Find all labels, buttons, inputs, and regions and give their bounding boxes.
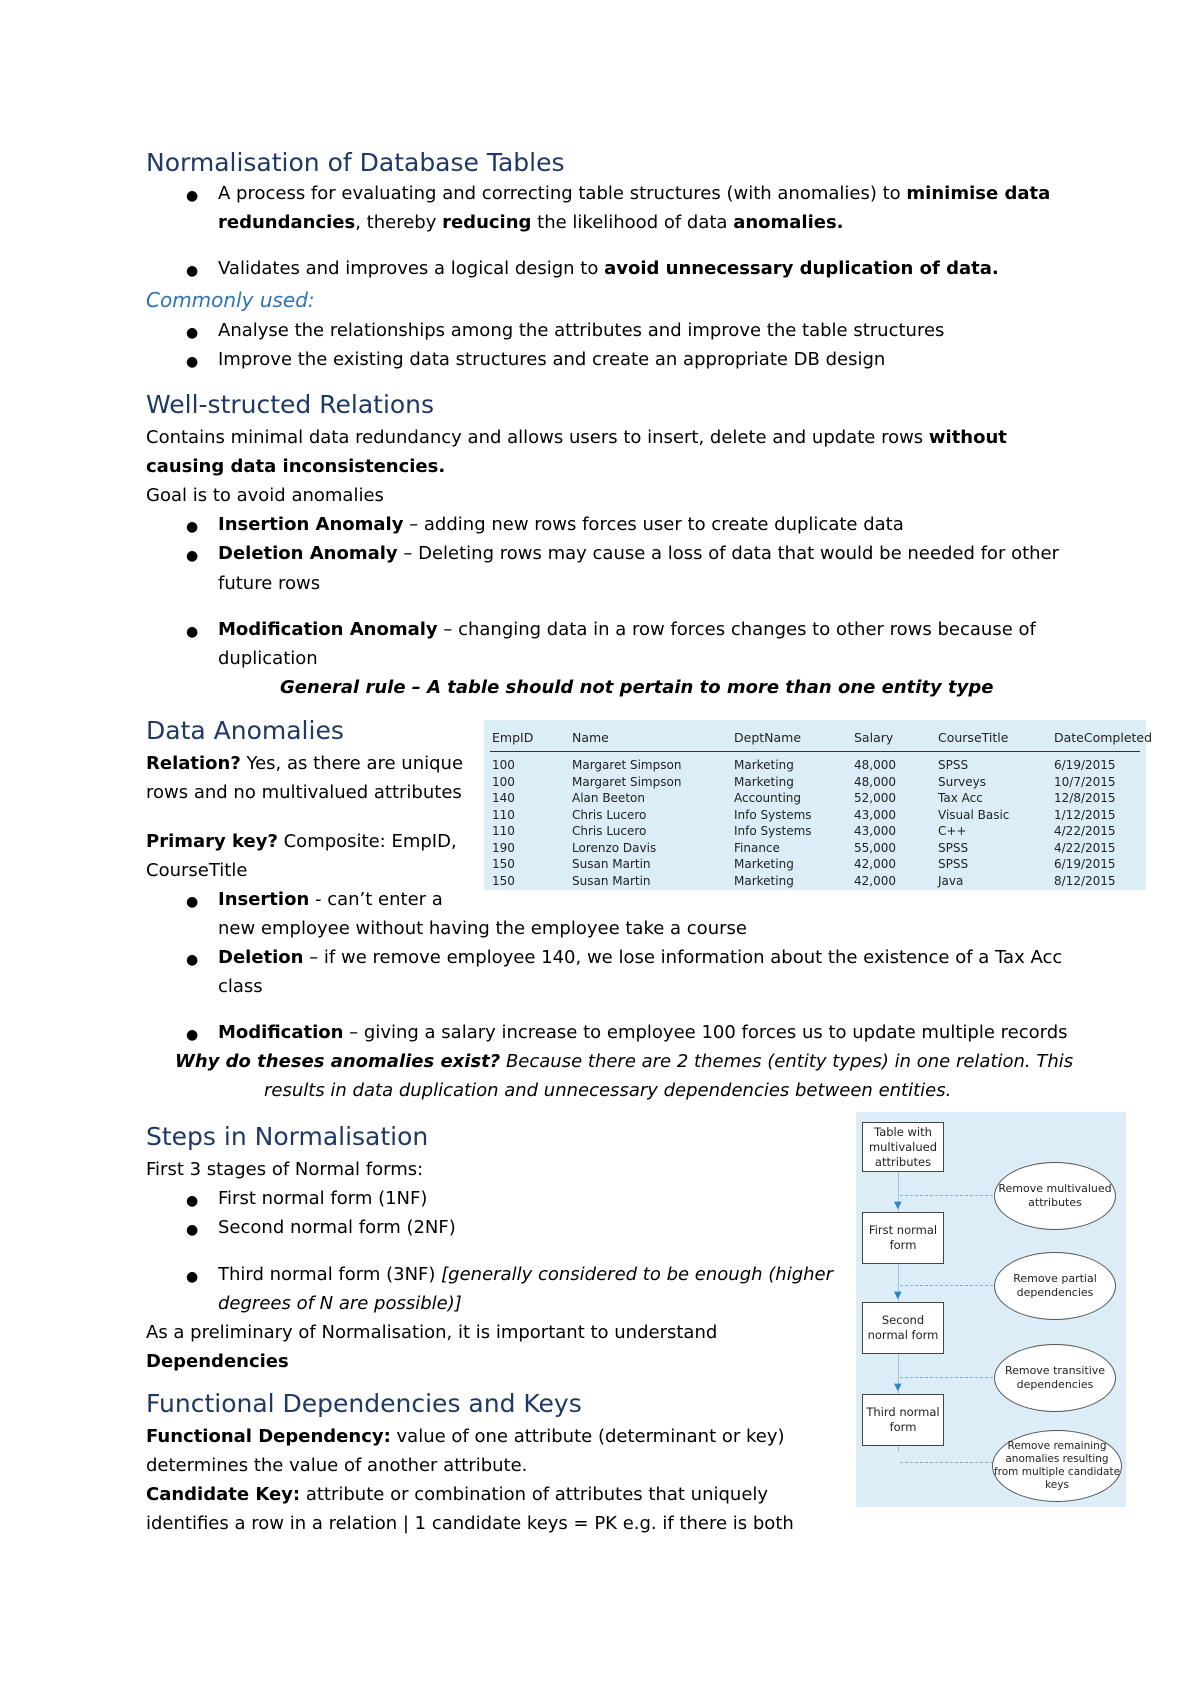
modification-example: Modification – giving a salary increase to employee 100 forces us to update multiple records — [218, 1022, 1068, 1043]
table-cell: Accounting — [734, 791, 802, 805]
table-cell: 42,000 — [854, 857, 896, 871]
bullet: ● — [186, 624, 199, 640]
table-cell: 100 — [492, 774, 515, 789]
bullet: ● — [186, 1269, 199, 1285]
table-cell: 55,000 — [854, 840, 896, 855]
table-cell: 4/22/2015 — [1054, 824, 1116, 838]
insertion-example: Insertion - can’t enter a — [218, 889, 443, 910]
table-cell: Margaret Simpson — [572, 758, 682, 772]
steps-intro: First 3 stages of Normal forms: — [146, 1159, 424, 1180]
connector — [900, 1377, 998, 1378]
well-structured-definition-cont: causing data inconsistencies. — [146, 456, 446, 477]
table-cell: Marketing — [734, 873, 794, 888]
table-cell: Alan Beeton — [572, 791, 645, 805]
box-second-normal-form: Second normal form — [862, 1302, 944, 1354]
bullet: ● — [186, 325, 199, 341]
bullet: ● — [186, 1222, 199, 1238]
bullet: ● — [186, 952, 199, 968]
table-cell: SPSS — [938, 857, 969, 871]
table-header: Salary — [854, 730, 894, 745]
step-3nf-cont: degrees of N are possible)] — [218, 1293, 462, 1314]
goal-text: Goal is to avoid anomalies — [146, 485, 384, 506]
why-anomalies: Why do theses anomalies exist? Because there are 2 themes (entity types) in one relation. This — [175, 1051, 1074, 1072]
bullet: ● — [186, 188, 199, 204]
deletion-anomaly: Deletion Anomaly – Deleting rows may cause a loss of data that would be needed for other — [218, 543, 1060, 564]
relation-question-cont: rows and no multivalued attributes — [146, 782, 462, 803]
bullet: ● — [186, 1193, 199, 1209]
table-header: CourseTitle — [938, 730, 1009, 745]
table-cell: 100 — [492, 758, 515, 772]
connector — [900, 1285, 998, 1286]
step-1nf: First normal form (1NF) — [218, 1188, 428, 1209]
table-cell: SPSS — [938, 758, 969, 772]
functional-dependency-def: Functional Dependency: value of one attribute (determinant or key) — [146, 1426, 785, 1447]
table-cell: SPSS — [938, 840, 969, 855]
why-anomalies-cont: results in data duplication and unnecessary dependencies between entities. — [264, 1080, 952, 1101]
table-cell: Visual Basic — [938, 807, 1010, 822]
table-cell: 150 — [492, 873, 515, 888]
bullet: ● — [186, 1027, 199, 1043]
preliminary-text: As a preliminary of Normalisation, it is important to understand — [146, 1322, 718, 1343]
table-cell: 12/8/2015 — [1054, 791, 1116, 805]
table-divider — [490, 751, 1140, 752]
dependencies-text: Dependencies — [146, 1351, 289, 1372]
bullet: ● — [186, 548, 199, 564]
table-cell: Susan Martin — [572, 873, 651, 888]
bullet: ● — [186, 519, 199, 535]
table-cell: 6/19/2015 — [1054, 758, 1116, 772]
normalisation-definition-cont: redundancies, thereby reducing the likelihood of data anomalies. — [218, 212, 844, 233]
modification-anomaly-cont: duplication — [218, 648, 318, 669]
heading-data-anomalies: Data Anomalies — [146, 716, 344, 745]
primary-key-cont: CourseTitle — [146, 860, 248, 881]
table-cell: 43,000 — [854, 807, 896, 822]
table-cell: Finance — [734, 840, 780, 855]
table-header: DeptName — [734, 730, 802, 745]
table-cell: Tax Acc — [938, 791, 983, 805]
table-cell: 8/12/2015 — [1054, 873, 1116, 888]
commonly-used-item: Analyse the relationships among the attributes and improve the table structures — [218, 320, 945, 341]
deletion-example: Deletion – if we remove employee 140, we lose information about the existence of a Tax Acc — [218, 947, 1063, 968]
commonly-used-heading: Commonly used: — [146, 288, 315, 312]
table-cell: 48,000 — [854, 774, 896, 789]
table-cell: Lorenzo Davis — [572, 840, 657, 855]
table-cell: 10/7/2015 — [1054, 774, 1116, 789]
heading-steps: Steps in Normalisation — [146, 1122, 429, 1151]
normalisation-validates: Validates and improves a logical design to avoid unnecessary duplication of data. — [218, 258, 999, 279]
insertion-example-cont: new employee without having the employee take a course — [218, 918, 747, 939]
heading-functional-dependencies: Functional Dependencies and Keys — [146, 1389, 582, 1418]
candidate-key-def: Candidate Key: attribute or combination of attributes that uniquely — [146, 1484, 769, 1505]
oval-remove-partial: Remove partial dependencies — [994, 1252, 1116, 1320]
table-cell: Info Systems — [734, 824, 812, 838]
heading-normalisation: Normalisation of Database Tables — [146, 148, 565, 177]
table-cell: 1/12/2015 — [1054, 807, 1116, 822]
table-cell: Marketing — [734, 774, 794, 789]
deletion-anomaly-cont: future rows — [218, 573, 321, 594]
arrow-down-icon: ▼ — [894, 1382, 902, 1393]
table-cell: 48,000 — [854, 758, 896, 772]
normalisation-definition: A process for evaluating and correcting table structures (with anomalies) to minimise data — [218, 183, 1051, 204]
arrow-down-icon: ▼ — [894, 1290, 902, 1301]
commonly-used-item: Improve the existing data structures and create an appropriate DB design — [218, 349, 886, 370]
deletion-example-cont: class — [218, 976, 263, 997]
box-third-normal-form: Third normal form — [862, 1394, 944, 1446]
table-cell: 4/22/2015 — [1054, 840, 1116, 855]
table-cell: Marketing — [734, 758, 794, 772]
employee-course-table — [484, 720, 1153, 890]
step-3nf: Third normal form (3NF) [generally considered to be enough (higher — [218, 1264, 833, 1285]
table-cell: Susan Martin — [572, 857, 651, 871]
box-first-normal-form: First normal form — [862, 1212, 944, 1264]
candidate-key-def-cont: identifies a row in a relation | 1 candidate keys = PK e.g. if there is both — [146, 1513, 794, 1534]
bullet: ● — [186, 354, 199, 370]
table-cell: Info Systems — [734, 807, 812, 822]
table-cell: 52,000 — [854, 791, 896, 805]
table-cell: Marketing — [734, 857, 794, 871]
heading-well-structured: Well-structed Relations — [146, 390, 435, 419]
connector — [900, 1462, 998, 1463]
table-cell: 6/19/2015 — [1054, 857, 1116, 871]
table-cell: 150 — [492, 857, 515, 871]
primary-key-question: Primary key? Composite: EmpID, — [146, 831, 457, 852]
insertion-anomaly: Insertion Anomaly – adding new rows forces user to create duplicate data — [218, 514, 904, 535]
oval-remove-transitive: Remove transitive dependencies — [994, 1344, 1116, 1412]
oval-remove-multivalued: Remove multivalued attributes — [994, 1162, 1116, 1230]
step-2nf: Second normal form (2NF) — [218, 1217, 456, 1238]
table-cell: Chris Lucero — [572, 807, 647, 822]
table-cell: 140 — [492, 791, 515, 805]
table-cell: Java — [938, 873, 964, 888]
table-header: Name — [572, 730, 609, 745]
table-cell: 190 — [492, 840, 515, 855]
table-cell: 110 — [492, 824, 515, 838]
well-structured-definition: Contains minimal data redundancy and allows users to insert, delete and update rows without — [146, 427, 1007, 448]
oval-remove-remaining: Remove remaining anomalies resulting from multiple candidate keys — [992, 1430, 1122, 1502]
bullet: ● — [186, 894, 199, 910]
table-cell: Margaret Simpson — [572, 774, 682, 789]
relation-question: Relation? Yes, as there are unique — [146, 753, 464, 774]
table-cell: Chris Lucero — [572, 824, 647, 838]
table-cell: 42,000 — [854, 873, 896, 888]
table-header: DateCompleted — [1054, 730, 1153, 745]
box-multivalued-table: Table with multivalued attributes — [862, 1122, 944, 1172]
modification-anomaly: Modification Anomaly – changing data in a row forces changes to other rows because of — [218, 619, 1036, 640]
table-cell: 110 — [492, 807, 515, 822]
table-cell: C++ — [938, 824, 967, 838]
general-rule: General rule – A table should not pertain to more than one entity type — [280, 677, 994, 698]
functional-dependency-def-cont: determines the value of another attribute. — [146, 1455, 528, 1476]
table-cell: Surveys — [938, 774, 986, 789]
table-header: EmpID — [492, 730, 534, 745]
arrow-down-icon: ▼ — [894, 1200, 902, 1211]
bullet: ● — [186, 263, 199, 279]
normalisation-steps-diagram — [856, 1112, 1126, 1507]
table-cell: 43,000 — [854, 824, 896, 838]
connector — [900, 1195, 998, 1196]
